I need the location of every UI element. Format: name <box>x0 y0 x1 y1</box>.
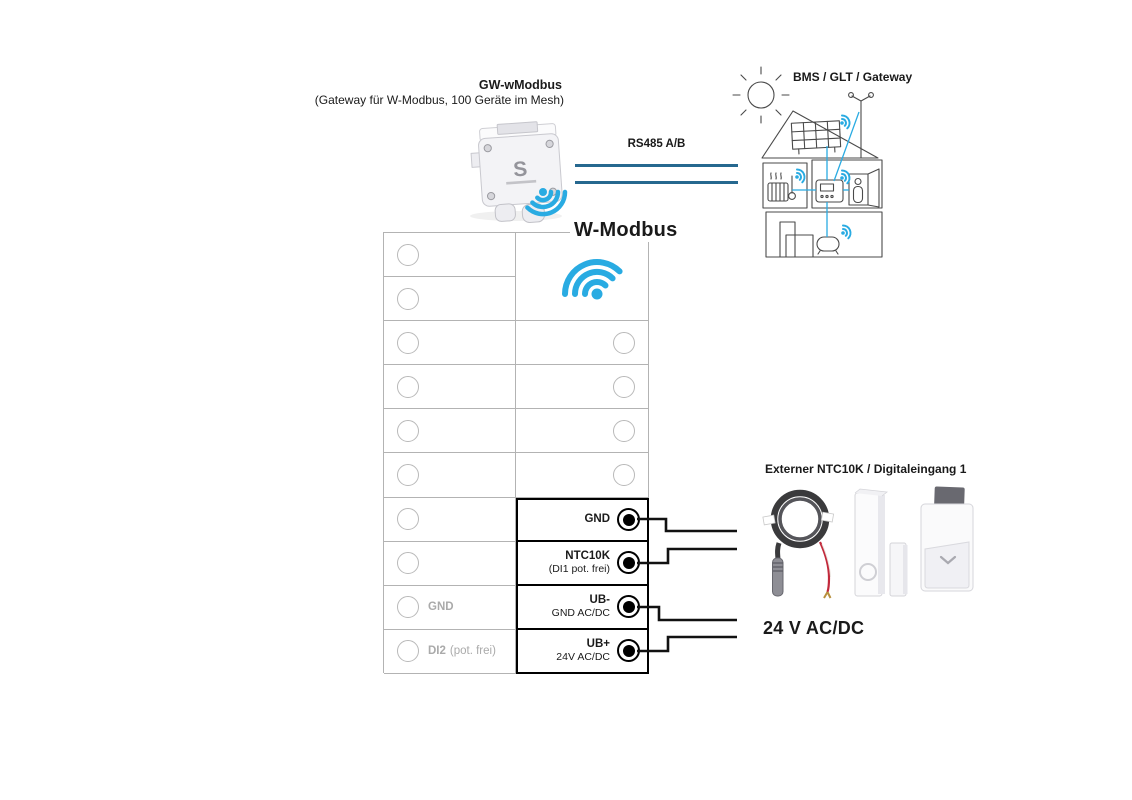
gateway-title: GW-wModbus <box>478 78 562 92</box>
terminal-label: GND <box>428 601 454 614</box>
wmodbus-label: W-Modbus <box>570 219 681 242</box>
wire-ub-plus <box>637 637 737 651</box>
wire-ub-minus <box>637 607 737 620</box>
terminal-sub: 24V AC/DC <box>556 651 610 664</box>
rs485-label: RS485 A/B <box>627 138 686 150</box>
terminal-sub: (DI1 pot. frei) <box>548 563 610 576</box>
device-logo: S <box>512 157 529 182</box>
terminal-name: UB+ <box>586 637 610 650</box>
wire-ntc10k <box>637 549 737 563</box>
external-devices-label: Externer NTC10K / Digitaleingang 1 <box>765 462 967 476</box>
gateway-subtitle: (Gateway für W-Modbus, 100 Geräte im Mesh) <box>314 93 564 107</box>
terminal-sub: GND AC/DC <box>551 607 610 620</box>
terminal-label: DI2 <box>428 645 446 658</box>
table-row-di2: DI2 (pot. frei) <box>384 630 516 674</box>
supply-voltage-label: 24 V AC/DC <box>763 618 865 638</box>
wire-gnd <box>637 519 737 531</box>
terminal-name: GND <box>584 512 610 525</box>
terminal-name: UB- <box>589 593 610 606</box>
terminal-name: NTC10K <box>565 549 610 562</box>
bms-label: BMS / GLT / Gateway <box>793 70 913 84</box>
